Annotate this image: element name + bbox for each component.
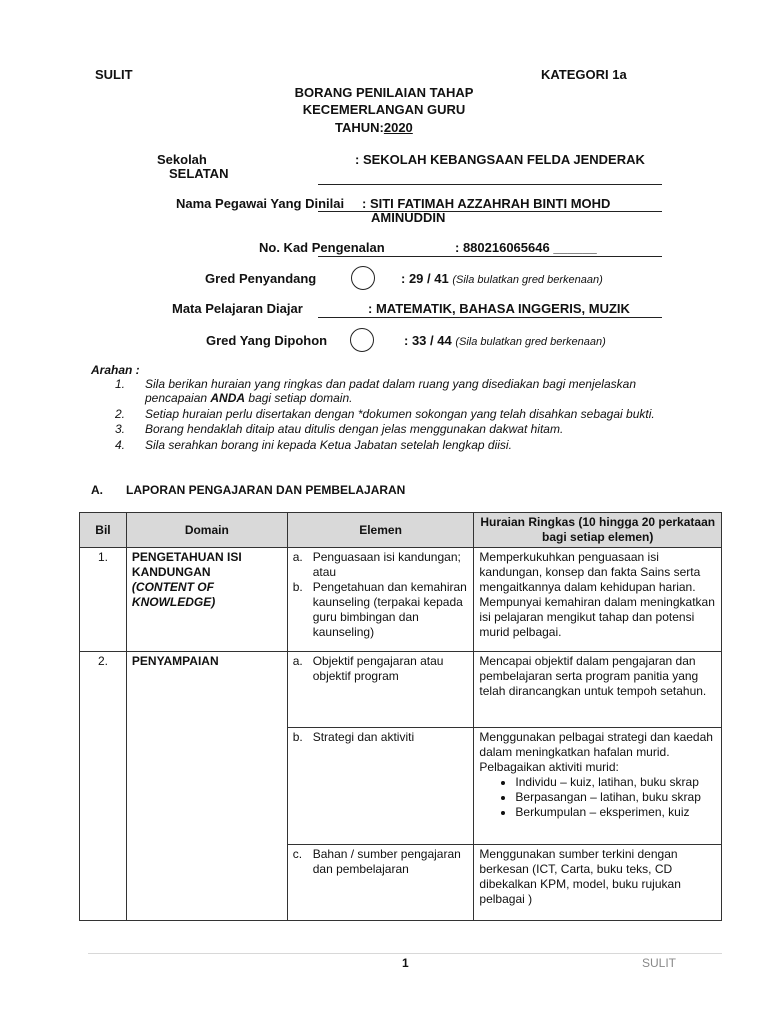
mata-pelajaran-label: Mata Pelajaran Diajar xyxy=(172,301,303,316)
arahan-item-4-text: Sila serahkan borang ini kepada Ketua Jabatan setelah lengkap diisi. xyxy=(145,438,512,452)
arahan-title: Arahan : xyxy=(91,363,140,377)
row1-huraian: Memperkukuhkan penguasaan isi kandungan, konsep dan fakta Sains serta mengaitkannya dalam kehidupan harian. Mempunyai kemahiran dalam meningkatkan isi pelajaran mengikut tahap dan potensi murid pelbagai. xyxy=(474,548,722,652)
footer-divider xyxy=(88,953,722,954)
arahan-item-3-text: Borang hendaklah ditaip atau ditulis dengan jelas menggunakan dakwat hitam. xyxy=(145,422,564,436)
arahan-item-1-b2: bagi setiap domain. xyxy=(245,391,353,405)
row1-elemen-a-text: Penguasaan isi kandungan; atau xyxy=(312,550,461,579)
arahan-item-1-cont xyxy=(145,391,352,405)
table-row xyxy=(80,548,722,652)
list-item: • Berpasangan – latihan, buku skrap xyxy=(515,790,716,805)
row2a-elemen-cell xyxy=(287,652,474,728)
page-number: 1 xyxy=(402,956,409,970)
kad-label: No. Kad Pengenalan xyxy=(259,240,385,255)
row2c-huraian: Menggunakan sumber terkini dengan berkesan (ICT, Carta, buku teks, CD dibekalkan KPM, model, buku rujukan pelbagai ) xyxy=(474,845,722,921)
sulit-label-top: SULIT xyxy=(95,67,133,82)
row2b-elemen-cell xyxy=(287,728,474,845)
mata-pelajaran-value: : MATEMATIK, BAHASA INGGERIS, MUZIK xyxy=(368,301,630,316)
row1-elemen-a-label: a. xyxy=(292,550,303,564)
gred-penyandang-note: (Sila bulatkan gred berkenaan) xyxy=(452,274,603,286)
row2b-huraian-text2: Pelbagaikan aktiviti murid: xyxy=(479,760,619,774)
row2c-elemen xyxy=(293,847,469,877)
table-header-row xyxy=(80,513,722,548)
year-label: TAHUN: xyxy=(335,120,384,135)
sekolah-value-line2: SELATAN xyxy=(169,166,229,181)
section-title: LAPORAN PENGAJARAN DAN PEMBELAJARAN xyxy=(126,483,406,497)
nama-underline xyxy=(318,211,662,212)
header-domain: Domain xyxy=(126,513,287,548)
row2c-elemen-cell xyxy=(287,845,474,921)
row2b-elemen-label: b. xyxy=(292,730,303,744)
row2-bil: 2. xyxy=(80,652,127,921)
arahan-item-1-num: 1. xyxy=(115,377,126,391)
arahan-item-4-num: 4. xyxy=(115,438,126,452)
nama-label: Nama Pegawai Yang Dinilai xyxy=(176,196,345,211)
row2a-elemen-label: a. xyxy=(292,654,303,668)
row1-elemen-a xyxy=(293,550,469,580)
row2a-elemen xyxy=(293,654,469,684)
list-item: • Individu – kuiz, latihan, buku skrap xyxy=(515,775,716,790)
table-row xyxy=(80,652,722,728)
footer-sulit: SULIT xyxy=(642,956,677,970)
row1-bil: 1. xyxy=(80,548,127,652)
row2b-huraian-cell xyxy=(474,728,722,845)
row1-elemen-cell xyxy=(287,548,474,652)
row1-domain: PENGETAHUAN ISI KANDUNGAN xyxy=(131,550,242,579)
row2c-elemen-text: Bahan / sumber pengajaran dan pembelajaran xyxy=(312,847,461,876)
row2b-elemen xyxy=(293,730,469,745)
arahan-item-2-num: 2. xyxy=(115,407,126,421)
row2c-elemen-label: c. xyxy=(292,847,303,861)
row2-domain: PENYAMPAIAN xyxy=(126,652,287,921)
form-title-line2: KECEMERLANGAN GURU xyxy=(302,102,466,117)
arahan-item-1-b1: pencapaian xyxy=(145,391,211,405)
gred-dipohon-circle[interactable] xyxy=(350,328,374,352)
laporan-table xyxy=(79,512,722,921)
arahan-item-1-text: Sila berikan huraian yang ringkas dan padat dalam ruang yang disediakan bagi menjelaskan xyxy=(145,377,636,391)
header-bil: Bil xyxy=(80,513,127,548)
arahan-item-2-text: Setiap huraian perlu disertakan dengan *dokumen sokongan yang telah disahkan sebagai bukti. xyxy=(145,407,655,421)
mata-pelajaran-underline xyxy=(318,317,662,318)
header-elemen: Elemen xyxy=(287,513,474,548)
gred-penyandang-label: Gred Penyandang xyxy=(205,271,317,286)
row1-domain-sub: (CONTENT OF KNOWLEDGE) xyxy=(131,580,216,609)
section-letter: A. xyxy=(91,483,103,497)
gred-penyandang-value-row xyxy=(401,271,603,286)
row2a-huraian: Mencapai objektif dalam pengajaran dan pembelajaran serta program panitia yang telah dirancangkan untuk tempoh setahun. xyxy=(474,652,722,728)
gred-dipohon-value: : 33 / 44 xyxy=(404,333,452,348)
gred-dipohon-note: (Sila bulatkan gred berkenaan) xyxy=(455,336,606,348)
kategori-label: KATEGORI 1a xyxy=(541,67,627,82)
row2b-elemen-text: Strategi dan aktiviti xyxy=(312,730,415,744)
form-title-line1: BORANG PENILAIAN TAHAP xyxy=(294,85,474,100)
row1-elemen-b-label: b. xyxy=(292,580,303,594)
arahan-item-3-num: 3. xyxy=(115,422,126,436)
row1-elemen-b xyxy=(293,580,469,640)
row1-domain-cell xyxy=(126,548,287,652)
sekolah-value: : SEKOLAH KEBANGSAAN FELDA JENDERAK xyxy=(355,152,645,167)
year-value: 2020 xyxy=(383,120,413,135)
gred-penyandang-value: : 29 / 41 xyxy=(401,271,449,286)
nama-value: : SITI FATIMAH AZZAHRAH BINTI MOHD xyxy=(362,196,611,211)
nama-value-line2: AMINUDDIN xyxy=(371,210,446,225)
list-item: • Berkumpulan – eksperimen, kuiz xyxy=(515,805,716,820)
sekolah-underline xyxy=(318,184,662,185)
gred-penyandang-circle[interactable] xyxy=(351,266,375,290)
kad-underline xyxy=(318,256,662,257)
row2a-elemen-text: Objektif pengajaran atau objektif program xyxy=(312,654,444,683)
arahan-item-1-bold: ANDA xyxy=(210,391,246,405)
row1-elemen-b-text: Pengetahuan dan kemahiran kaunseling (terpakai kepada guru bimbingan dan kaunseling) xyxy=(312,580,467,639)
year-row xyxy=(335,120,413,135)
gred-dipohon-value-row xyxy=(404,333,606,348)
row2b-huraian-text1: Menggunakan pelbagai strategi dan kaedah dalam meningkatkan hafalan murid. xyxy=(479,730,713,759)
sekolah-label: Sekolah xyxy=(157,152,207,167)
gred-dipohon-label: Gred Yang Dipohon xyxy=(206,333,328,348)
kad-value: : 880216065646 ______ xyxy=(455,240,597,255)
header-huraian: Huraian Ringkas (10 hingga 20 perkataan bagi setiap elemen) xyxy=(474,513,722,548)
